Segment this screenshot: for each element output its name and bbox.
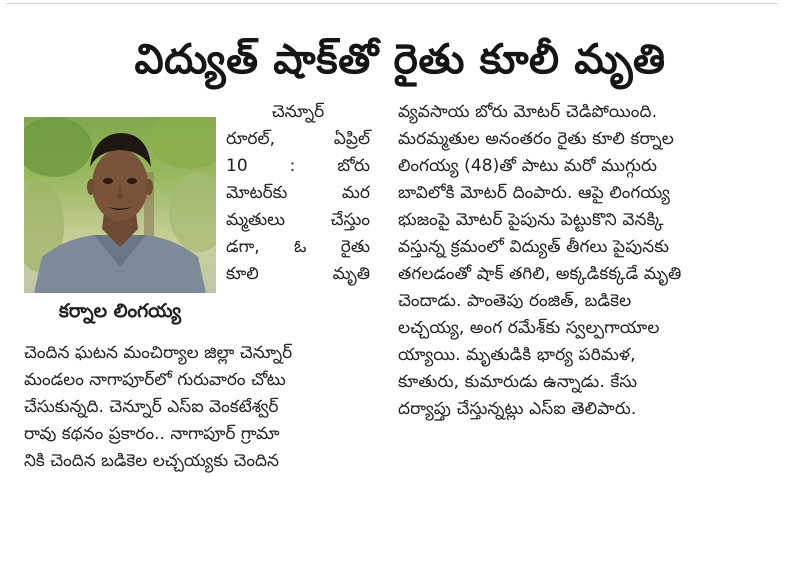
headline: విద్యుత్ షాక్‌తో రైతు కూలీ మృతి bbox=[134, 35, 666, 83]
text-line: య్యాయి. మృతుడికి భార్య పరిమళ, bbox=[398, 345, 636, 365]
text-line: చేసుకున్నది. చెన్నూర్ ఎస్ఐ వెంకటేశ్వర్ bbox=[24, 397, 279, 417]
photo-caption: కర్నాల లింగయ్య bbox=[58, 299, 182, 322]
text-line: కూతురు, కుమారుడు ఉన్నాడు. కేసు bbox=[398, 372, 638, 392]
text-line: లింగయ్య (48)తో పాటు మరో ముగ్గురు bbox=[398, 156, 658, 176]
top-rule bbox=[6, 3, 778, 4]
text-line: భుజంపై మోటర్ పైపును పెట్టుకొని వెనక్కి bbox=[398, 210, 664, 230]
text-line: చెందిన ఘటన మంచిర్యాల జిల్లా చెన్నూర్ bbox=[24, 343, 293, 363]
lead-line: మోటర్‌కు మర bbox=[226, 183, 370, 203]
lead-line: చెన్నూర్ bbox=[271, 102, 325, 122]
text-line: వ్యవసాయ బోరు మోటర్ చెడిపోయింది. bbox=[398, 102, 658, 122]
lead-line: డగా, ఓ రైతు bbox=[226, 237, 370, 257]
farmer-portrait-photo bbox=[24, 117, 216, 293]
text-line: మండలం నాగాపూర్‌లో గురువారం చోటు bbox=[24, 370, 286, 390]
lead-line: రూరల్, ఏప్రిల్ bbox=[226, 129, 370, 149]
text-line: దర్యాప్తు చేస్తున్నట్లు ఎస్ఐ తెలిపారు. bbox=[398, 399, 637, 419]
text-line: లచ్చయ్య, అంగ రమేశ్‌కు స్వల్పగాయాల bbox=[398, 318, 660, 338]
text-line: మరమ్మతుల అనంతరం రైతు కూలి కర్నాల bbox=[398, 129, 674, 149]
lead-line: కూలి మృతి bbox=[226, 264, 370, 284]
text-line: చెందాడు. పాంతెపు రంజిత్, బడికెల bbox=[398, 291, 632, 311]
text-line: తగలడంతో షాక్ తగిలి, అక్కడికక్కడే మృతి bbox=[398, 264, 682, 284]
photo-caption-box bbox=[24, 293, 216, 333]
lead-line: 10 : బోరు bbox=[226, 156, 370, 176]
text-line: వస్తున్న క్రమంలో విద్యుత్ తీగలు పైపునకు bbox=[398, 237, 670, 257]
text-line: బావిలోకి మోటర్ దింపారు. ఆపై లింగయ్య bbox=[398, 183, 670, 203]
text-line: నికి చెందిన బడికెల లచ్చయ్యకు చెందిన bbox=[24, 451, 279, 471]
portrait-illustration bbox=[24, 117, 216, 293]
lead-paragraph bbox=[226, 99, 370, 288]
lead-line: మ్మతులు చేస్తుం bbox=[226, 210, 370, 230]
right-column-paragraph bbox=[398, 99, 754, 423]
left-column-paragraph bbox=[24, 340, 370, 475]
text-line: రావు కథనం ప్రకారం.. నాగాపూర్ గ్రామా bbox=[24, 424, 280, 444]
